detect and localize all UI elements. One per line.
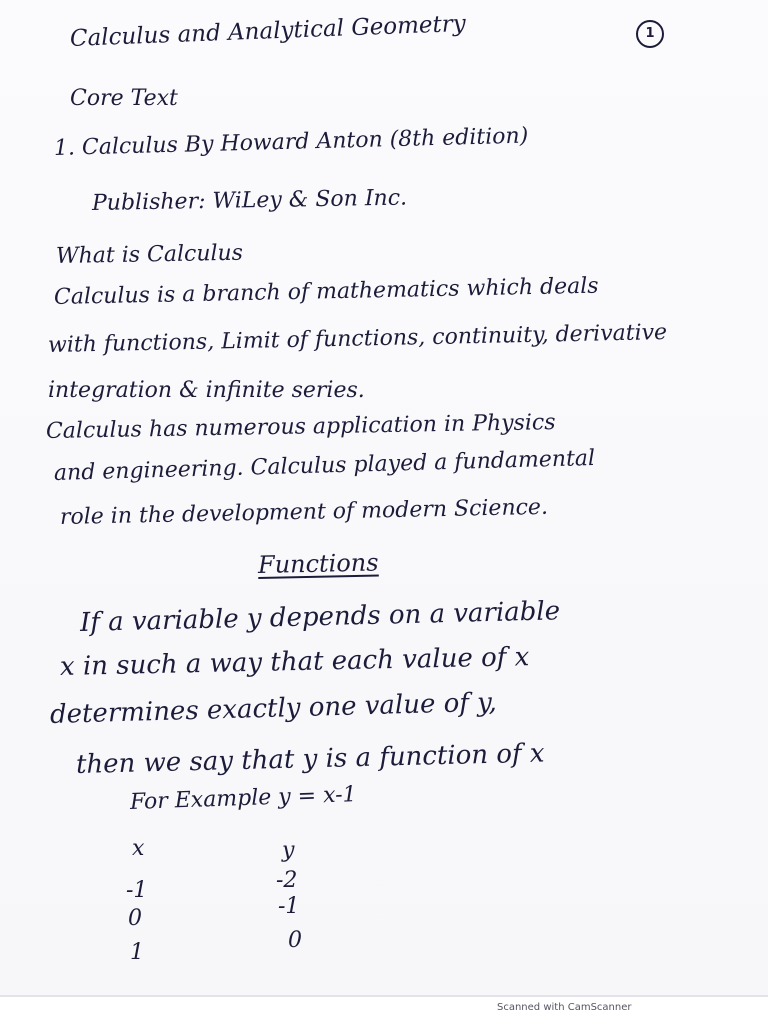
function-def-line-2: x in such a way that each value of x bbox=[59, 642, 530, 682]
what-is-calculus-heading: What is Calculus bbox=[55, 240, 244, 269]
table-cell-x-2: 0 bbox=[128, 906, 142, 931]
definition-line-1: Calculus is a branch of mathematics which deals bbox=[53, 273, 599, 310]
example-label: For Example y = x-1 bbox=[129, 782, 357, 815]
page-title: Calculus and Analytical Geometry bbox=[69, 10, 467, 52]
page-bottom-edge bbox=[0, 995, 768, 997]
table-cell-x-1: -1 bbox=[126, 878, 148, 903]
scanner-watermark: Scanned with CamScanner bbox=[497, 1002, 632, 1013]
table-cell-y-2: -1 bbox=[278, 894, 300, 919]
page-number: 1 bbox=[636, 20, 664, 48]
function-def-line-1: If a variable y depends on a variable bbox=[79, 596, 561, 638]
table-header-x: x bbox=[132, 836, 145, 861]
function-def-line-4: then we say that y is a function of x bbox=[75, 738, 545, 780]
table-cell-y-1: -2 bbox=[276, 868, 298, 893]
application-line-2: and engineering. Calculus played a fundamental bbox=[53, 445, 596, 486]
application-line-1: Calculus has numerous application in Physics bbox=[45, 410, 556, 444]
definition-line-3: integration & infinite series. bbox=[48, 378, 365, 403]
publisher-line: Publisher: WiLey & Son Inc. bbox=[91, 185, 408, 216]
core-text-heading: Core Text bbox=[70, 86, 178, 111]
function-def-line-3: determines exactly one value of y, bbox=[49, 687, 498, 730]
book-entry: 1. Calculus By Howard Anton (8th edition) bbox=[53, 123, 529, 161]
definition-line-2: with functions, Limit of functions, continuity, derivative bbox=[47, 320, 668, 358]
functions-heading: Functions bbox=[257, 548, 379, 579]
application-line-3: role in the development of modern Science. bbox=[59, 494, 549, 530]
table-header-y: y bbox=[282, 838, 295, 863]
table-cell-y-3: 0 bbox=[288, 928, 302, 953]
table-cell-x-3: 1 bbox=[130, 940, 144, 965]
